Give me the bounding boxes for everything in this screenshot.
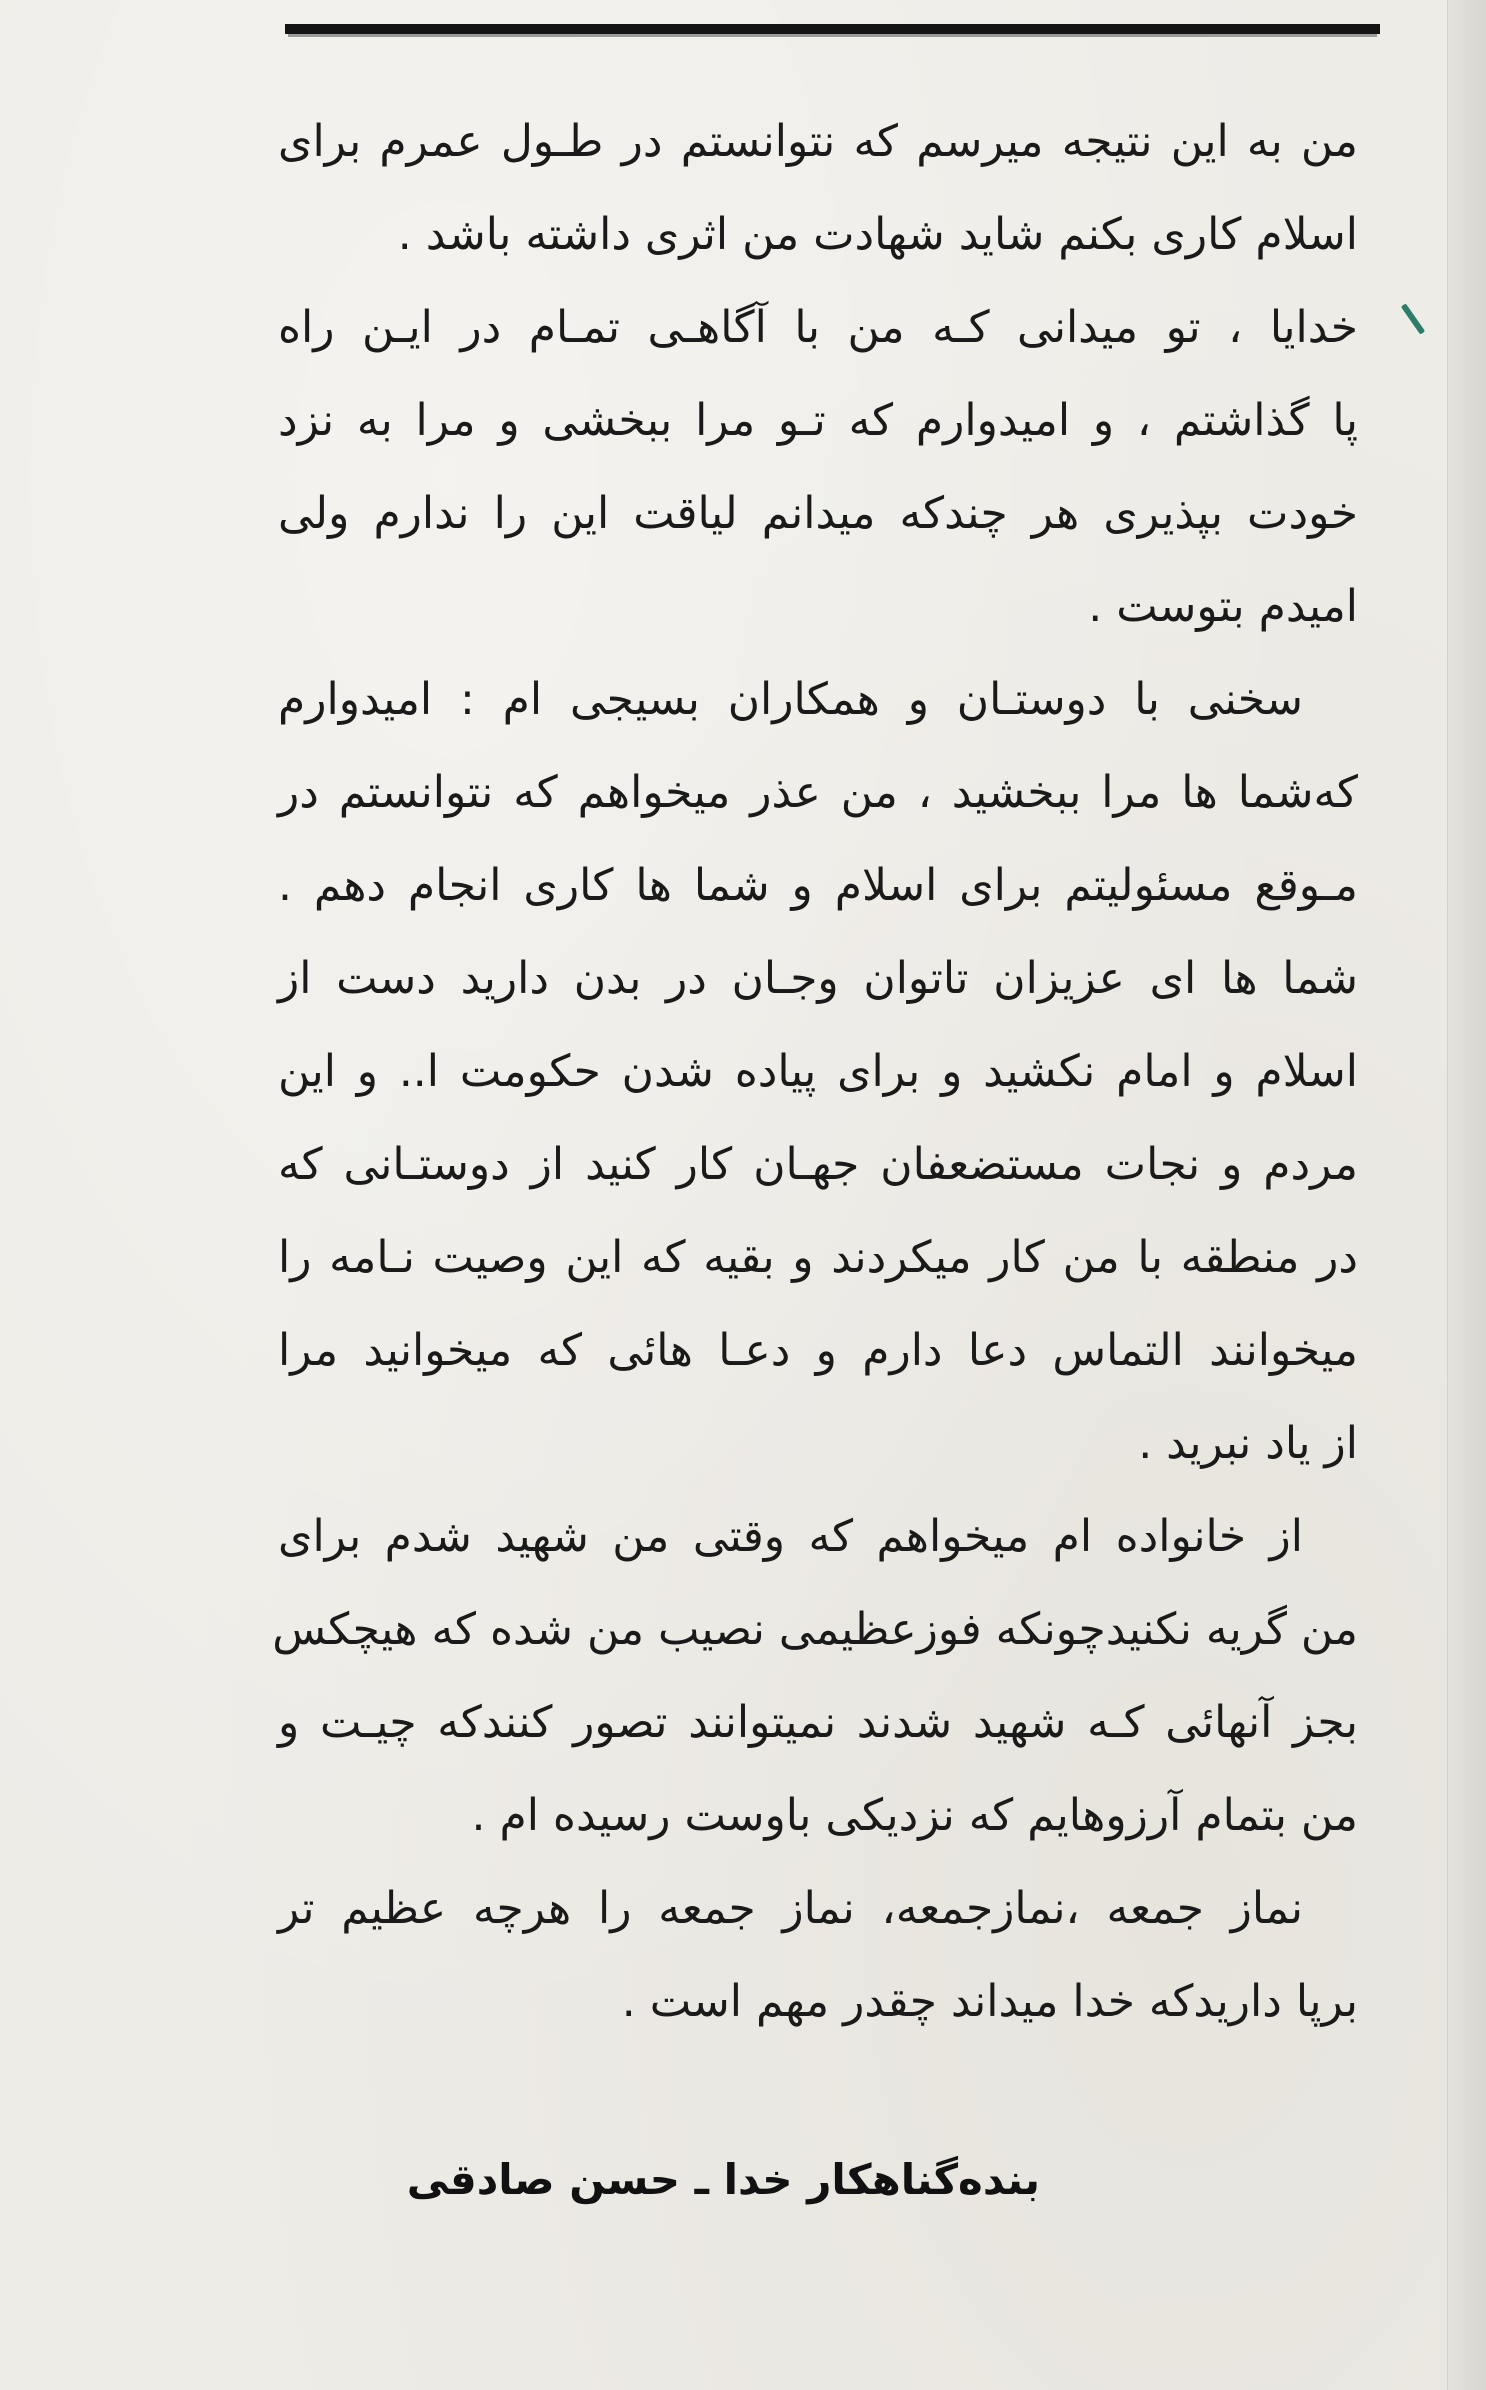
paragraph-1 [278,95,1358,281]
text-line: برپا داریدکه خدا میداند چقدر مهم است . [621,1976,1358,2027]
margin-ink-mark [1401,303,1425,334]
text-line: من بتمام آرزوهایم که نزدیکی باوست رسیده ام . [471,1790,1358,1841]
paragraph-3 [278,653,1358,1490]
top-rule [285,24,1380,34]
text-line: میخوانند التماس دعا دارم و دعـا هائی که میخوانید مرا [278,1325,1358,1376]
paragraph-5 [278,1862,1358,2048]
text-line: من گریه نکنیدچونکه فوزعظیمی نصیب من شده که هیچکس [272,1604,1358,1655]
text-line: پا گذاشتم ، و امیدوارم که تـو مرا ببخشی و مرا به نزد [278,395,1358,446]
text-line: که‌شما ها مرا ببخشید ، من عذر میخواهم که نتوانستم در [278,767,1358,818]
text-line: شما ها ای عزیزان تاتوان وجـان در بدن دارید دست از [278,953,1358,1004]
page-edge-shadow [1447,0,1486,2390]
body-text [272,95,1358,2048]
text-line: خودت بپذیری هر چندکه میدانم لیاقت این را ندارم ولی [278,488,1358,539]
text-line: سخنی با دوستـان و همکاران بسیجی ام : امیدوارم [278,674,1303,725]
paragraph-2 [278,281,1358,653]
text-line: مـوقع مسئولیتم برای اسلام و شما ها کاری انجام دهم . [278,860,1358,911]
text-line: نماز جمعه ،نمازجمعه، نماز جمعه را هرچه عظیم تر [278,1883,1303,1934]
text-line: اسلام کاری بکنم شاید شهادت من اثری داشته باشد . [397,209,1358,260]
paragraph-4 [272,1490,1358,1862]
text-line: من به این نتیجه میرسم که نتوانستم در طـول عمرم برای [278,116,1358,167]
text-line: از خانواده ام میخواهم که وقتی من شهید شدم برای [278,1511,1303,1562]
text-line: خدایا ، تو میدانی کـه من با آگاهـی تمـام در ایـن راه [278,302,1358,353]
text-line: در منطقه با من کار میکردند و بقیه که این وصیت نـامه را [278,1232,1358,1283]
signature: بنده‌گناهکار خدا ـ حسن صادقی [406,2155,1040,2204]
text-line: امیدم بتوست . [1088,581,1358,632]
text-line: اسلام و امام نکشید و برای پیاده شدن حکومت ا.. و این [278,1046,1358,1097]
text-line: مردم و نجات مستضعفان جهـان کار کنید از دوستـانی که [278,1139,1358,1190]
text-line: از یاد نبرید . [1138,1418,1358,1469]
text-line: بجز آنهائی کـه شهید شدند نمیتوانند تصور کنندکه چیـت و [278,1697,1358,1748]
